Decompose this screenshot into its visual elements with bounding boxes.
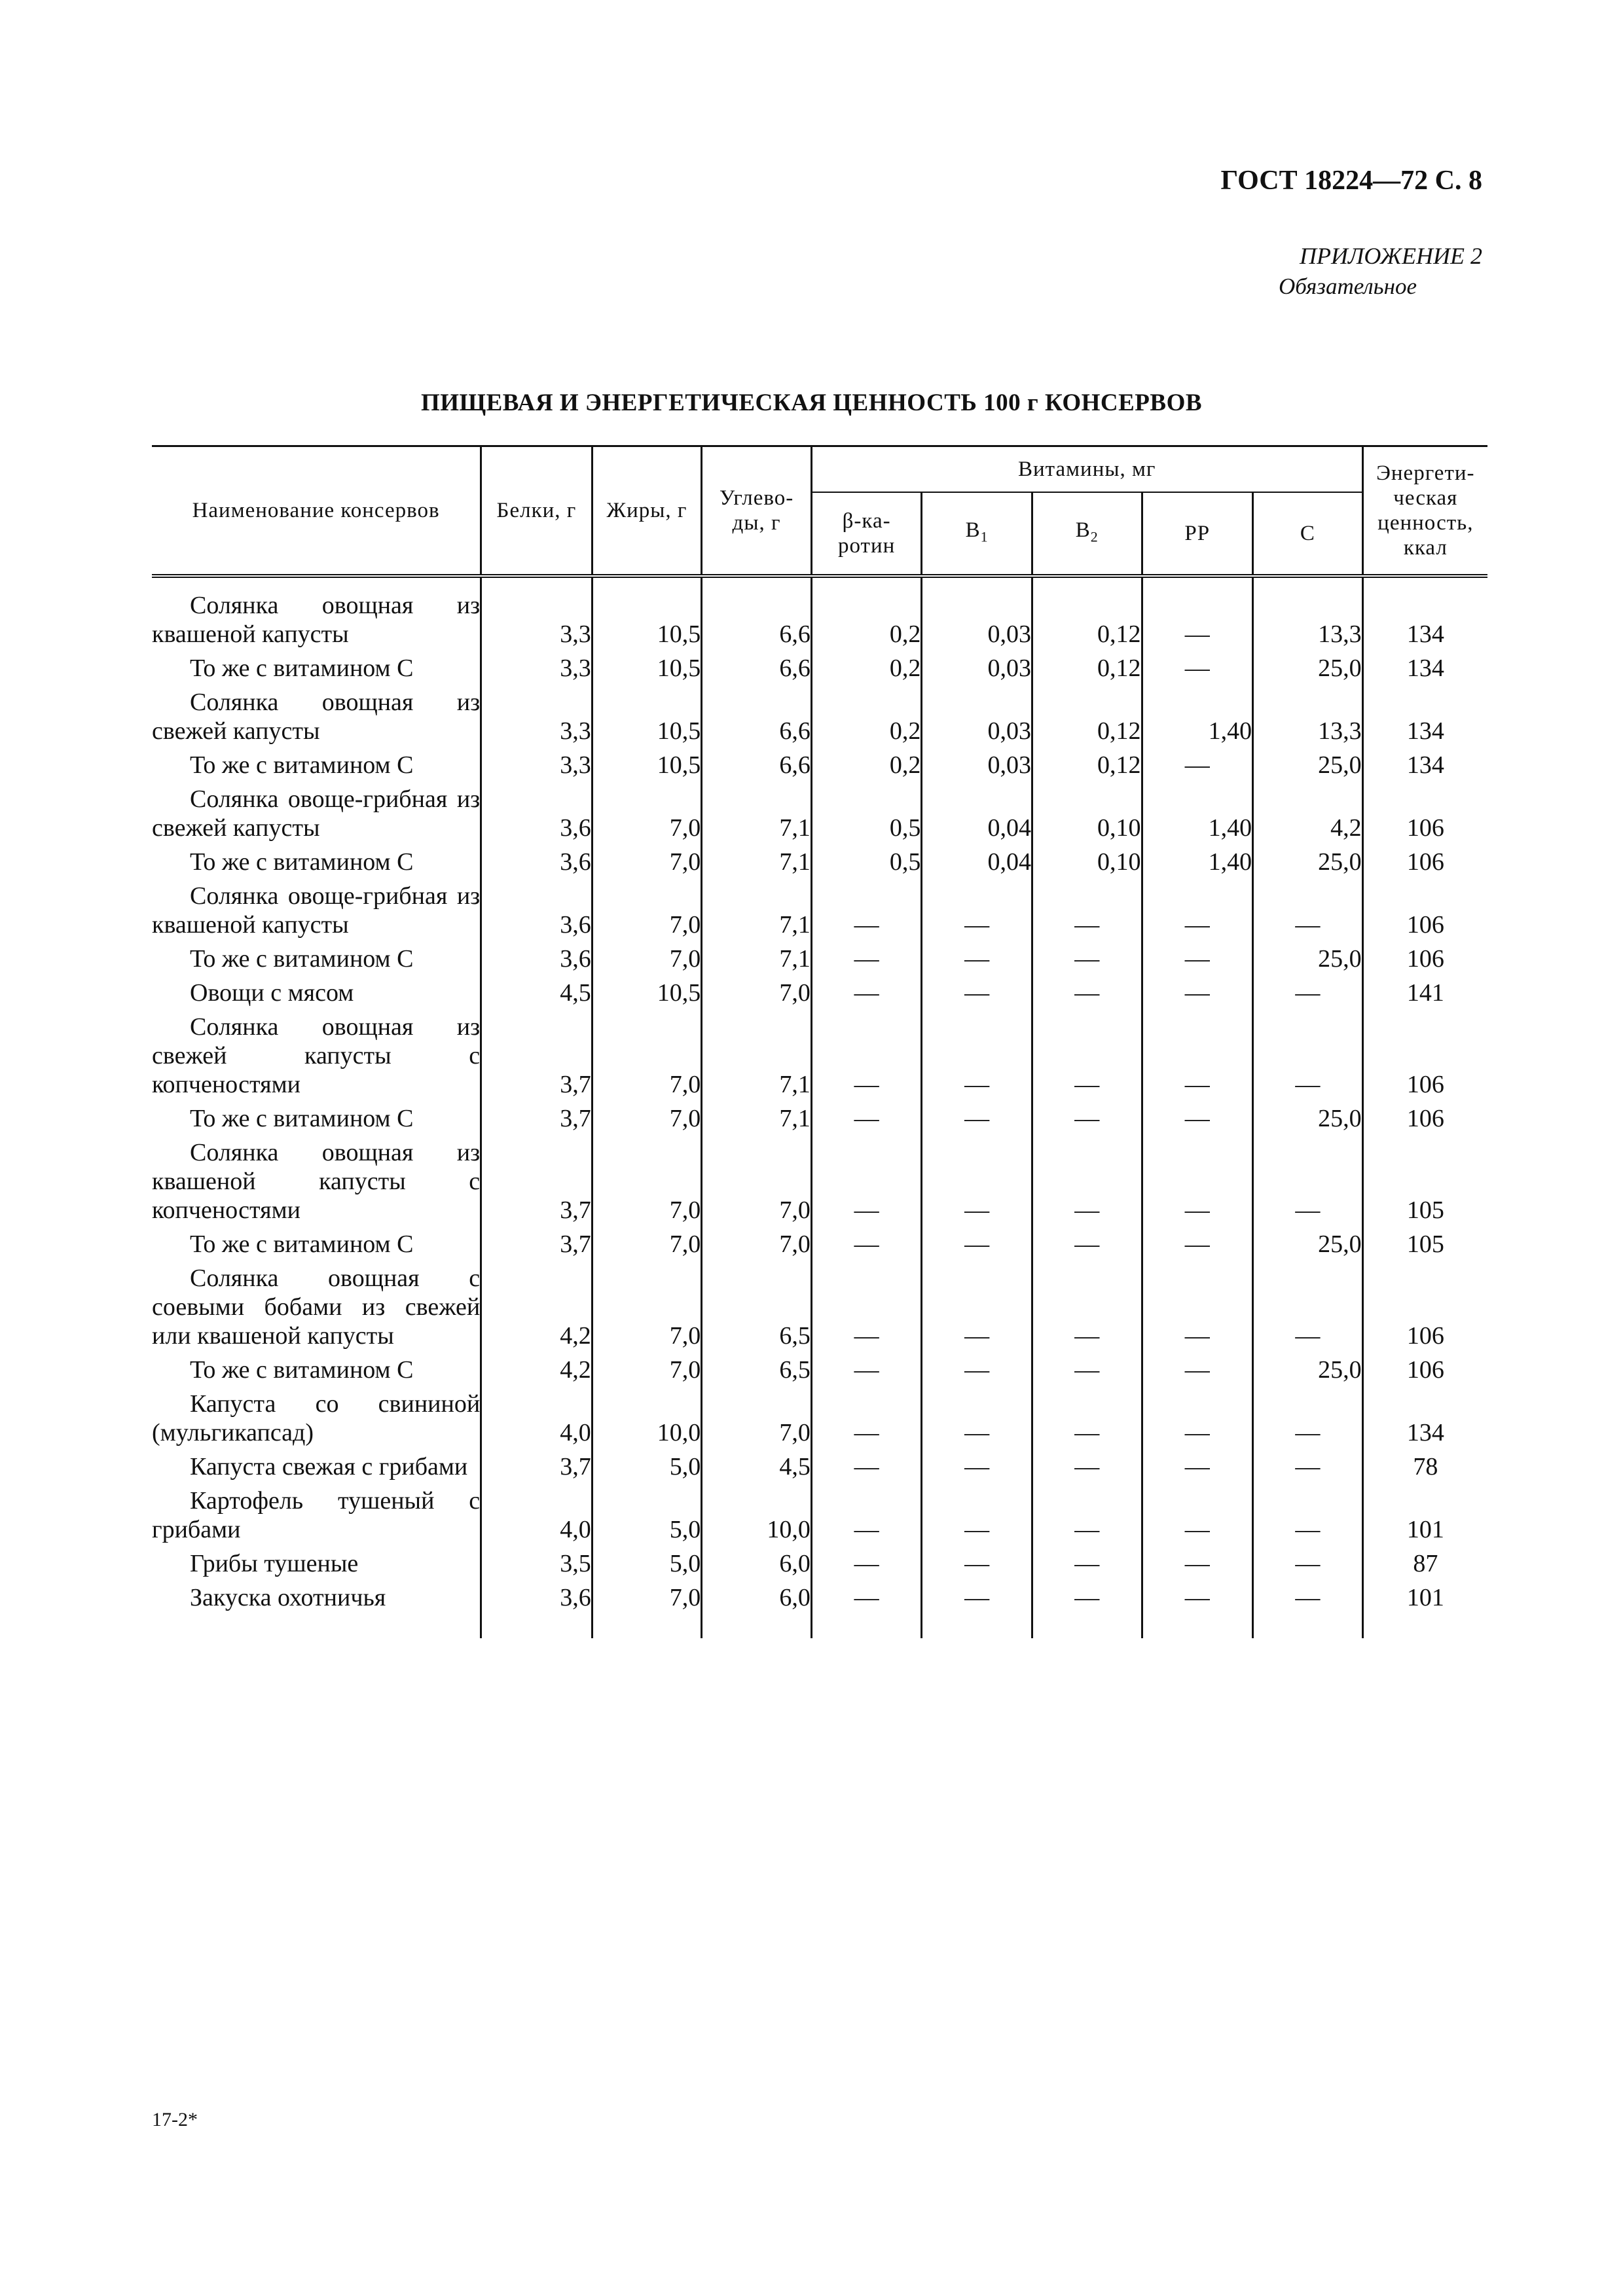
cell-beta: —	[811, 1583, 922, 1638]
cell-energy: 134	[1362, 688, 1487, 751]
cell-pp: —	[1142, 944, 1253, 978]
table-row	[152, 1230, 1487, 1264]
table-row	[152, 848, 1487, 882]
cell-beta: —	[811, 944, 922, 978]
cell-c: —	[1253, 978, 1363, 1013]
cell-carbs: 7,0	[702, 1390, 812, 1452]
cell-b2: 0,12	[1032, 576, 1142, 654]
cell-carbs: 7,1	[702, 785, 812, 848]
table-row	[152, 1549, 1487, 1583]
table-row	[152, 978, 1487, 1013]
cell-pp: —	[1142, 1355, 1253, 1390]
cell-b2: —	[1032, 882, 1142, 944]
cell-b2: —	[1032, 1355, 1142, 1390]
product-name-cell	[152, 978, 481, 1013]
cell-carbs: 6,6	[702, 688, 812, 751]
cell-c: 25,0	[1253, 1230, 1363, 1264]
cell-carbs: 6,0	[702, 1549, 812, 1583]
table-row	[152, 1390, 1487, 1452]
table-title: ПИЩЕВАЯ И ЭНЕРГЕТИЧЕСКАЯ ЦЕННОСТЬ 100 г КОНСЕРВОВ	[420, 389, 1203, 416]
cell-beta: 0,2	[811, 751, 922, 785]
cell-b2: 0,10	[1032, 785, 1142, 848]
cell-pp: —	[1142, 1013, 1253, 1104]
cell-b2: —	[1032, 1230, 1142, 1264]
cell-fat: 7,0	[592, 1104, 702, 1138]
cell-fat: 10,5	[592, 751, 702, 785]
cell-energy: 134	[1362, 576, 1487, 654]
cell-beta: 0,2	[811, 576, 922, 654]
cell-c: 13,3	[1253, 576, 1363, 654]
cell-fat: 10,5	[592, 688, 702, 751]
cell-c: —	[1253, 1013, 1363, 1104]
cell-b1: —	[922, 1013, 1032, 1104]
cell-protein: 3,3	[481, 576, 593, 654]
cell-b1: —	[922, 1549, 1032, 1583]
cell-protein: 4,2	[481, 1264, 593, 1355]
cell-beta: —	[811, 1264, 922, 1355]
product-name: Капуста свежая с грибами	[190, 1453, 468, 1480]
cell-carbs: 6,6	[702, 751, 812, 785]
cell-protein: 3,6	[481, 882, 593, 944]
product-name: То же с витамином С	[190, 945, 414, 973]
product-name-cell	[152, 944, 481, 978]
table-row	[152, 1104, 1487, 1138]
cell-pp: —	[1142, 1452, 1253, 1486]
cell-carbs: 7,0	[702, 1138, 812, 1230]
cell-energy: 105	[1362, 1230, 1487, 1264]
cell-pp: —	[1142, 576, 1253, 654]
cell-pp: —	[1142, 1549, 1253, 1583]
table-row	[152, 751, 1487, 785]
product-name: Грибы тушеные	[190, 1550, 359, 1577]
product-name-cell	[152, 654, 481, 688]
table-row	[152, 1013, 1487, 1104]
product-name: То же с витамином С	[190, 848, 414, 876]
cell-energy: 106	[1362, 1013, 1487, 1104]
cell-beta: —	[811, 1355, 922, 1390]
product-name: То же с витамином С	[190, 751, 414, 779]
cell-c: —	[1253, 1583, 1363, 1638]
cell-c: 25,0	[1253, 751, 1363, 785]
product-name-cell	[152, 1264, 481, 1355]
product-name-cell	[152, 1452, 481, 1486]
table-row	[152, 1355, 1487, 1390]
cell-c: 25,0	[1253, 1104, 1363, 1138]
cell-protein: 3,5	[481, 1549, 593, 1583]
cell-pp: —	[1142, 654, 1253, 688]
cell-fat: 10,5	[592, 654, 702, 688]
cell-protein: 3,6	[481, 944, 593, 978]
cell-protein: 4,2	[481, 1355, 593, 1390]
cell-c: —	[1253, 882, 1363, 944]
cell-protein: 3,7	[481, 1104, 593, 1138]
cell-beta: 0,2	[811, 654, 922, 688]
cell-pp: —	[1142, 1583, 1253, 1638]
cell-beta: 0,5	[811, 785, 922, 848]
cell-energy: 87	[1362, 1549, 1487, 1583]
cell-protein: 3,7	[481, 1013, 593, 1104]
cell-c: —	[1253, 1549, 1363, 1583]
product-name: Солянка овощная из свежей капусты с копченостями	[152, 1013, 481, 1098]
cell-pp: —	[1142, 882, 1253, 944]
cell-b2: 0,12	[1032, 688, 1142, 751]
table-row	[152, 1486, 1487, 1549]
product-name-cell	[152, 1355, 481, 1390]
cell-fat: 7,0	[592, 1355, 702, 1390]
product-name-cell	[152, 1230, 481, 1264]
table-row	[152, 1583, 1487, 1638]
cell-protein: 3,6	[481, 785, 593, 848]
product-name-cell	[152, 751, 481, 785]
cell-b1: —	[922, 1390, 1032, 1452]
table-row	[152, 576, 1487, 654]
cell-carbs: 7,1	[702, 882, 812, 944]
cell-pp: —	[1142, 1486, 1253, 1549]
cell-beta: —	[811, 1104, 922, 1138]
cell-beta: 0,2	[811, 688, 922, 751]
cell-b1: —	[922, 1230, 1032, 1264]
cell-c: —	[1253, 1390, 1363, 1452]
cell-b2: 0,10	[1032, 848, 1142, 882]
cell-energy: 106	[1362, 848, 1487, 882]
cell-b2: —	[1032, 1486, 1142, 1549]
cell-b2: 0,12	[1032, 654, 1142, 688]
cell-b1: —	[922, 1104, 1032, 1138]
cell-fat: 7,0	[592, 1013, 702, 1104]
cell-b2: —	[1032, 1452, 1142, 1486]
table-row	[152, 1138, 1487, 1230]
cell-pp: —	[1142, 1264, 1253, 1355]
header-beta-carotene: β-ка-ротин	[811, 492, 922, 576]
cell-pp: —	[1142, 751, 1253, 785]
product-name-cell	[152, 1486, 481, 1549]
cell-c: —	[1253, 1486, 1363, 1549]
cell-c: —	[1253, 1264, 1363, 1355]
cell-carbs: 6,5	[702, 1264, 812, 1355]
cell-b2: —	[1032, 1390, 1142, 1452]
cell-protein: 4,0	[481, 1390, 593, 1452]
cell-protein: 3,3	[481, 654, 593, 688]
product-name-cell	[152, 848, 481, 882]
cell-b1: —	[922, 978, 1032, 1013]
table-row	[152, 882, 1487, 944]
cell-energy: 101	[1362, 1583, 1487, 1638]
cell-pp: 1,40	[1142, 848, 1253, 882]
page-mark: 17-2*	[152, 2109, 198, 2130]
product-name: Солянка овоще-грибная из свежей капусты	[152, 785, 481, 842]
header-name: Наименование консервов	[152, 446, 481, 577]
cell-b1: 0,03	[922, 576, 1032, 654]
product-name-cell	[152, 1583, 481, 1638]
cell-beta: —	[811, 1486, 922, 1549]
cell-b1: —	[922, 882, 1032, 944]
cell-b1: 0,04	[922, 785, 1032, 848]
cell-c: 25,0	[1253, 654, 1363, 688]
cell-pp: —	[1142, 1138, 1253, 1230]
cell-carbs: 7,1	[702, 848, 812, 882]
cell-carbs: 6,6	[702, 654, 812, 688]
table-row	[152, 785, 1487, 848]
cell-fat: 10,0	[592, 1390, 702, 1452]
cell-protein: 3,7	[481, 1138, 593, 1230]
product-name: То же с витамином С	[190, 655, 414, 682]
cell-b1: —	[922, 1486, 1032, 1549]
product-name-cell	[152, 1138, 481, 1230]
cell-fat: 7,0	[592, 1138, 702, 1230]
cell-energy: 105	[1362, 1138, 1487, 1230]
cell-carbs: 6,5	[702, 1355, 812, 1390]
product-name: Закуска охотничья	[190, 1584, 386, 1611]
header-fat: Жиры, г	[592, 446, 702, 577]
cell-fat: 5,0	[592, 1549, 702, 1583]
cell-c: 25,0	[1253, 848, 1363, 882]
cell-beta: 0,5	[811, 848, 922, 882]
cell-energy: 141	[1362, 978, 1487, 1013]
product-name: Капуста со свининой (мульгикапсад)	[152, 1390, 481, 1446]
header-c: C	[1253, 492, 1363, 576]
header-vitamins: Витамины, мг	[811, 446, 1362, 493]
cell-pp: —	[1142, 1230, 1253, 1264]
cell-fat: 7,0	[592, 785, 702, 848]
header-protein: Белки, г	[481, 446, 593, 577]
cell-b2: —	[1032, 944, 1142, 978]
cell-fat: 7,0	[592, 1230, 702, 1264]
header-carbs: Углево-ды, г	[702, 446, 812, 577]
cell-protein: 3,6	[481, 1583, 593, 1638]
cell-energy: 106	[1362, 1355, 1487, 1390]
cell-beta: —	[811, 1452, 922, 1486]
cell-c: 4,2	[1253, 785, 1363, 848]
cell-b1: —	[922, 1583, 1032, 1638]
product-name-cell	[152, 785, 481, 848]
cell-beta: —	[811, 1549, 922, 1583]
cell-fat: 7,0	[592, 882, 702, 944]
cell-energy: 101	[1362, 1486, 1487, 1549]
cell-b2: —	[1032, 1583, 1142, 1638]
cell-b1: —	[922, 1452, 1032, 1486]
cell-beta: —	[811, 1390, 922, 1452]
cell-carbs: 7,0	[702, 1230, 812, 1264]
cell-b2: —	[1032, 1138, 1142, 1230]
cell-protein: 3,6	[481, 848, 593, 882]
cell-b1: —	[922, 1138, 1032, 1230]
cell-fat: 7,0	[592, 1583, 702, 1638]
cell-beta: —	[811, 1230, 922, 1264]
header-b2: $B_2$	[1032, 492, 1142, 576]
cell-b1: 0,03	[922, 654, 1032, 688]
cell-carbs: 6,0	[702, 1583, 812, 1638]
cell-c: —	[1253, 1138, 1363, 1230]
cell-energy: 134	[1362, 1390, 1487, 1452]
cell-b2: 0,12	[1032, 751, 1142, 785]
product-name: То же с витамином С	[190, 1356, 414, 1384]
product-name: То же с витамином С	[190, 1105, 414, 1132]
product-name-cell	[152, 576, 481, 654]
cell-carbs: 6,6	[702, 576, 812, 654]
cell-pp: —	[1142, 1104, 1253, 1138]
cell-fat: 10,5	[592, 576, 702, 654]
cell-fat: 7,0	[592, 944, 702, 978]
cell-fat: 5,0	[592, 1486, 702, 1549]
cell-beta: —	[811, 978, 922, 1013]
product-name: Солянка овощная из квашеной капусты с копченостями	[152, 1139, 481, 1224]
header-pp: PP	[1142, 492, 1253, 576]
cell-b1: —	[922, 1264, 1032, 1355]
cell-beta: —	[811, 882, 922, 944]
cell-b1: 0,03	[922, 751, 1032, 785]
product-name: Солянка овоще-грибная из квашеной капусты	[152, 882, 481, 939]
cell-beta: —	[811, 1138, 922, 1230]
cell-carbs: 10,0	[702, 1486, 812, 1549]
cell-fat: 5,0	[592, 1452, 702, 1486]
product-name: Овощи с мясом	[190, 979, 354, 1007]
cell-energy: 106	[1362, 1104, 1487, 1138]
product-name: Солянка овощная из свежей капусты	[152, 689, 481, 745]
cell-energy: 106	[1362, 944, 1487, 978]
cell-b2: —	[1032, 1264, 1142, 1355]
cell-energy: 78	[1362, 1452, 1487, 1486]
cell-c: —	[1253, 1452, 1363, 1486]
cell-protein: 4,0	[481, 1486, 593, 1549]
cell-c: 25,0	[1253, 1355, 1363, 1390]
cell-carbs: 4,5	[702, 1452, 812, 1486]
table-row	[152, 654, 1487, 688]
product-name-cell	[152, 1013, 481, 1104]
header-b1: $B_1$	[922, 492, 1032, 576]
cell-pp: —	[1142, 1390, 1253, 1452]
cell-protein: 3,7	[481, 1452, 593, 1486]
cell-carbs: 7,0	[702, 978, 812, 1013]
cell-energy: 106	[1362, 1264, 1487, 1355]
product-name: То же с витамином С	[190, 1230, 414, 1258]
table-row	[152, 1264, 1487, 1355]
cell-pp: 1,40	[1142, 785, 1253, 848]
nutrition-table	[152, 445, 1487, 1638]
cell-carbs: 7,1	[702, 1104, 812, 1138]
cell-b1: —	[922, 944, 1032, 978]
cell-fat: 10,5	[592, 978, 702, 1013]
cell-c: 25,0	[1253, 944, 1363, 978]
header-energy: Энергети-ческая ценность, ккал	[1362, 446, 1487, 577]
product-name-cell	[152, 1104, 481, 1138]
cell-energy: 134	[1362, 654, 1487, 688]
product-name: Солянка овощная из квашеной капусты	[152, 592, 481, 648]
cell-b2: —	[1032, 1549, 1142, 1583]
cell-fat: 7,0	[592, 848, 702, 882]
cell-c: 13,3	[1253, 688, 1363, 751]
table-row	[152, 688, 1487, 751]
cell-protein: 4,5	[481, 978, 593, 1013]
cell-carbs: 7,1	[702, 944, 812, 978]
cell-b1: —	[922, 1355, 1032, 1390]
cell-protein: 3,7	[481, 1230, 593, 1264]
cell-protein: 3,3	[481, 751, 593, 785]
mandatory-label: Обязательное	[1279, 274, 1417, 299]
cell-b2: —	[1032, 1104, 1142, 1138]
cell-protein: 3,3	[481, 688, 593, 751]
cell-fat: 7,0	[592, 1264, 702, 1355]
cell-pp: 1,40	[1142, 688, 1253, 751]
product-name: Солянка овощная с соевыми бобами из свежей или квашеной капусты	[152, 1265, 481, 1350]
product-name-cell	[152, 882, 481, 944]
document-code: ГОСТ 18224—72 С. 8	[1220, 166, 1482, 196]
product-name: Картофель тушеный с грибами	[152, 1487, 481, 1543]
cell-b1: 0,04	[922, 848, 1032, 882]
product-name-cell	[152, 1390, 481, 1452]
cell-carbs: 7,1	[702, 1013, 812, 1104]
cell-pp: —	[1142, 978, 1253, 1013]
cell-energy: 106	[1362, 785, 1487, 848]
product-name-cell	[152, 1549, 481, 1583]
table-row	[152, 1452, 1487, 1486]
cell-b1: 0,03	[922, 688, 1032, 751]
appendix-label: ПРИЛОЖЕНИЕ 2	[1300, 243, 1482, 269]
cell-b2: —	[1032, 978, 1142, 1013]
table-body	[152, 576, 1487, 1638]
cell-energy: 134	[1362, 751, 1487, 785]
product-name-cell	[152, 688, 481, 751]
cell-energy: 106	[1362, 882, 1487, 944]
cell-beta: —	[811, 1013, 922, 1104]
table-row	[152, 944, 1487, 978]
cell-b2: —	[1032, 1013, 1142, 1104]
